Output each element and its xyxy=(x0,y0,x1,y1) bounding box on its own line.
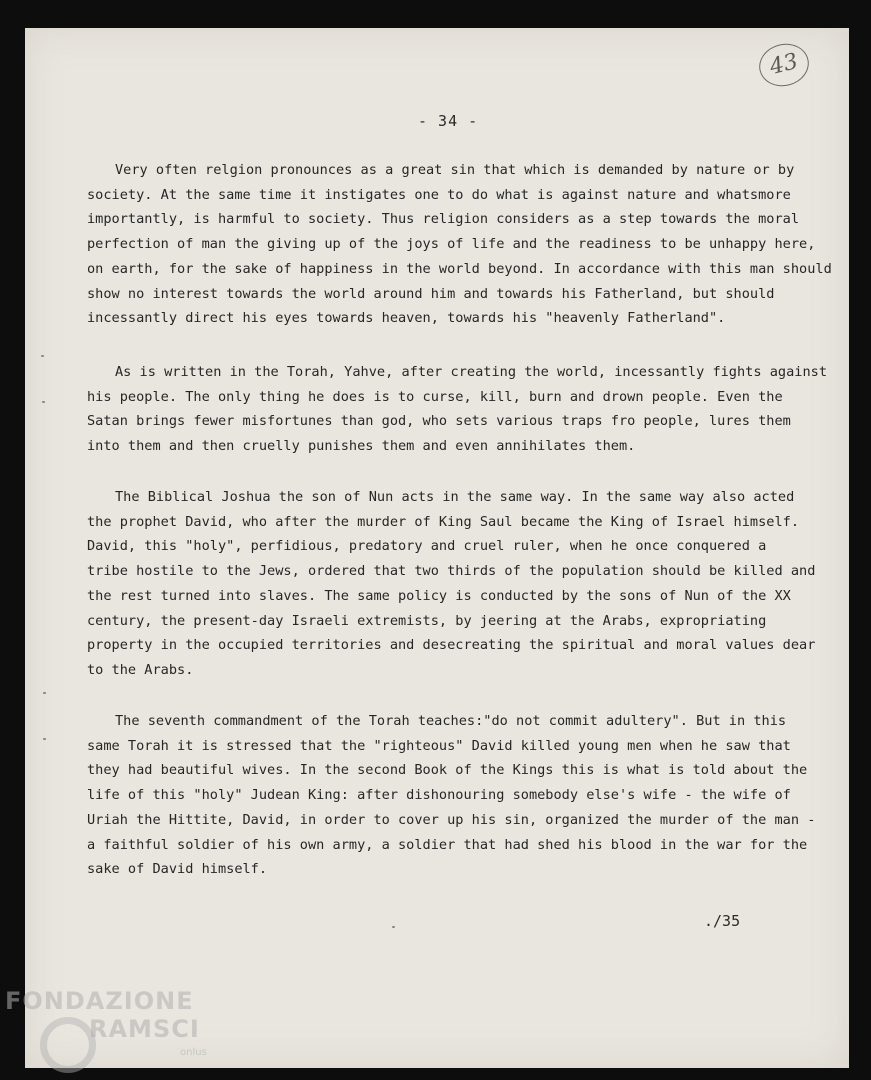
paragraph-1 xyxy=(87,158,832,331)
text-line: David, this "holy", perfidious, predatory and cruel ruler, when he once conquered a xyxy=(87,538,767,555)
text-line: Satan brings fewer misfortunes than god, who sets various traps fro people, lures them xyxy=(87,413,791,430)
paragraph-3 xyxy=(87,485,827,683)
watermark-line-1: FONDAZIONE xyxy=(5,987,194,1015)
next-page-marker: ./35 xyxy=(704,912,741,930)
paper-speck xyxy=(42,401,45,403)
text-line: incessantly direct his eyes towards heaven, towards his "heavenly Fatherland". xyxy=(87,310,726,327)
page-number: - 34 - xyxy=(418,112,479,130)
text-line: As is written in the Torah, Yahve, after creating the world, incessantly fights against xyxy=(115,364,828,380)
text-line: they had beautiful wives. In the second Book of the Kings this is what is told about the xyxy=(87,762,808,779)
text-line: importantly, is harmful to society. Thus religion considers as a step towards the moral xyxy=(87,211,800,228)
text-line: Very often relgion pronounces as a great sin that which is demanded by nature or by xyxy=(115,162,795,178)
text-line: The Biblical Joshua the son of Nun acts in the same way. In the same way also acted xyxy=(115,489,795,505)
paper-speck xyxy=(41,355,44,357)
text-line: tribe hostile to the Jews, ordered that two thirds of the population should be killed and xyxy=(87,563,816,580)
paragraph-2 xyxy=(87,360,827,459)
text-line: the rest turned into slaves. The same policy is conducted by the sons of Nun of the XX xyxy=(87,587,791,604)
text-line: property in the occupied territories and desecreating the spiritual and moral values dear xyxy=(87,637,816,654)
text-line: sake of David himself. xyxy=(87,861,268,878)
text-line: century, the present-day Israeli extremists, by jeering at the Arabs, expropriating xyxy=(87,612,767,629)
watermark-line-3: onlus xyxy=(180,1047,207,1058)
text-line: to the Arabs. xyxy=(87,661,194,678)
text-line: a faithful soldier of his own army, a soldier that had shed his blood in the war for the xyxy=(87,836,808,853)
text-line: society. At the same time it instigates one to do what is against nature and whatsmore xyxy=(87,186,791,203)
paper-speck xyxy=(392,926,395,928)
paragraph-4 xyxy=(87,709,827,882)
watermark-g-ring-icon xyxy=(40,1017,96,1073)
text-line: life of this "holy" Judean King: after dishonouring somebody else's wife - the wife of xyxy=(87,787,791,804)
archive-number-stamp: 43 xyxy=(755,39,814,92)
watermark-line-2: RAMSCI xyxy=(89,1015,200,1043)
text-line: perfection of man the giving up of the joys of life and the readiness to be unhappy here, xyxy=(87,236,816,253)
text-line: Uriah the Hittite, David, in order to cover up his sin, organized the murder of the man - xyxy=(87,811,816,828)
text-line: The seventh commandment of the Torah teaches:"do not commit adultery". But in this xyxy=(115,713,787,729)
text-line: on earth, for the sake of happiness in the world beyond. In accordance with this man should xyxy=(87,260,832,277)
paper-speck xyxy=(43,738,46,740)
paper-speck xyxy=(43,692,46,694)
text-line: the prophet David, who after the murder of King Saul became the King of Israel himself. xyxy=(87,513,800,530)
archive-watermark xyxy=(5,987,235,1077)
text-line: show no interest towards the world around him and towards his Fatherland, but should xyxy=(87,285,775,302)
text-line: his people. The only thing he does is to curse, kill, burn and drown people. Even the xyxy=(87,388,783,405)
text-line: into them and then cruelly punishes them and even annihilates them. xyxy=(87,438,636,455)
text-line: same Torah it is stressed that the "righteous" David killed young men when he saw that xyxy=(87,737,791,754)
